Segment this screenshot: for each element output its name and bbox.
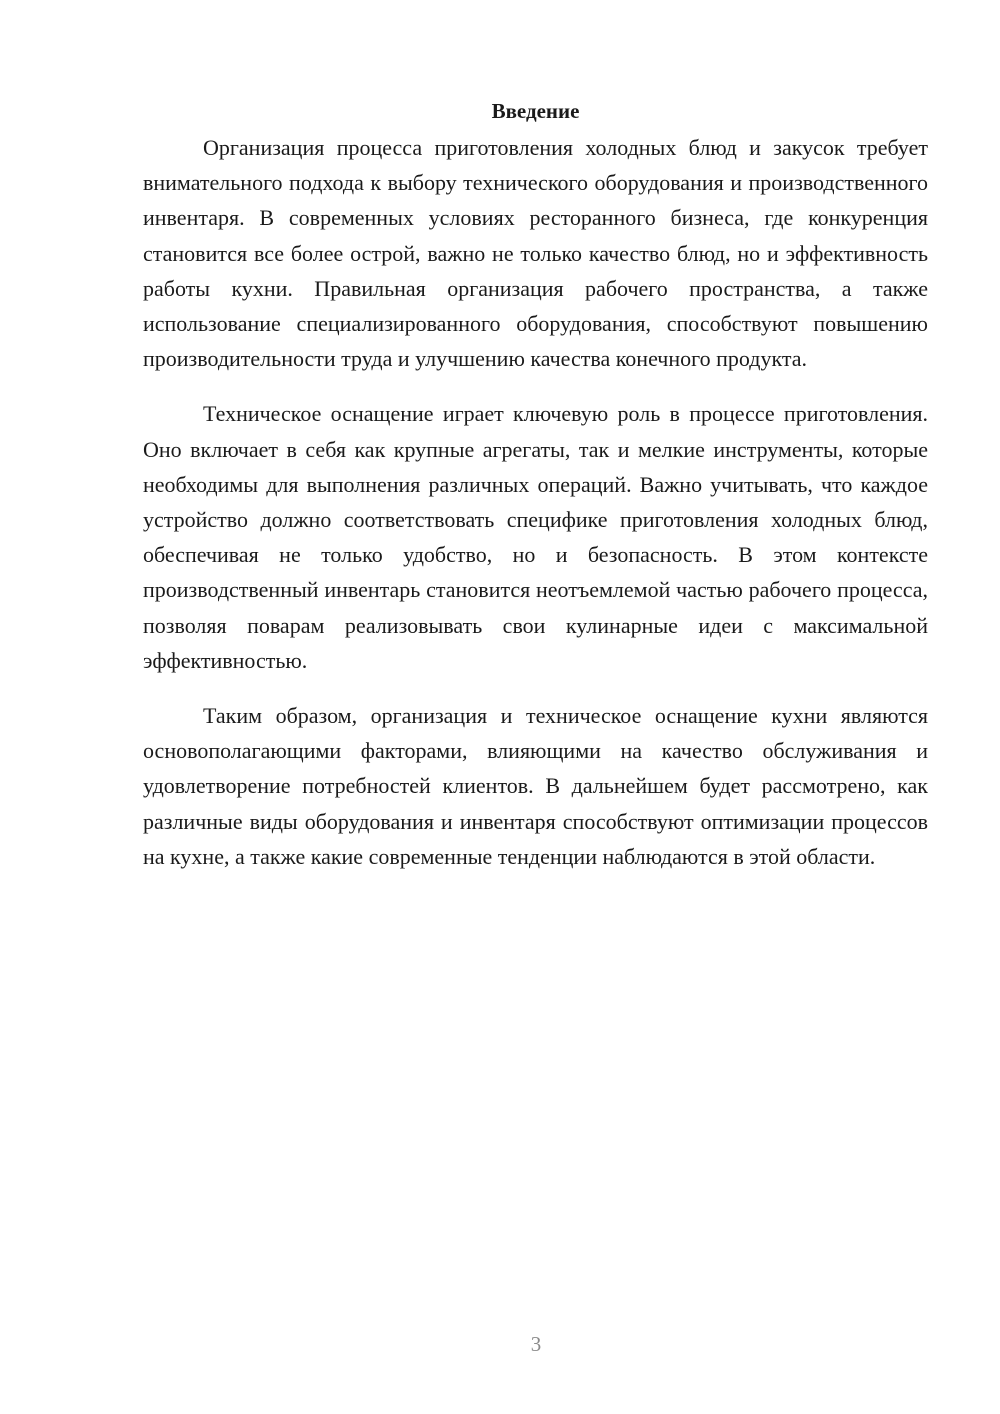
section-title: Введение xyxy=(491,99,580,123)
page-content xyxy=(143,96,928,894)
paragraph-3: Таким образом, организация и техническое оснащение кухни являются основополагающими факторами, влияющими на качество обслуживания и удовлетворение потребностей клиентов. В дальнейшем будет рассмотрено, как различные виды оборудования и инвентаря способствуют оптимизации процессов на кухне, а также какие современные тенденции наблюдаются в этой области. xyxy=(143,703,928,869)
paragraph-1: Организация процесса приготовления холодных блюд и закусок требует внимательного подхода к выбору технического оборудования и производственного инвентаря. В современных условиях ресторанного бизнеса, где конкуренция становится все более острой, важно не только качество блюд, но и эффективность работы кухни. Правильная организация рабочего пространства, а также использование специализированного оборудования, способствуют повышению производительности труда и улучшению качества конечного продукта. xyxy=(143,135,928,372)
page-number: 3 xyxy=(530,1332,542,1356)
paragraph-2: Техническое оснащение играет ключевую роль в процессе приготовления. Оно включает в себя как крупные агрегаты, так и мелкие инструменты, которые необходимы для выполнения различных операций. Важно учитывать, что каждое устройство должно соответствовать специфике приготовления холодных блюд, обеспечивая не только удобство, но и безопасность. В этом контексте производственный инвентарь становится неотъемлемой частью рабочего процесса, позволяя поварам реализовывать свои кулинарные идеи с максимальной эффективностью. xyxy=(143,401,928,673)
